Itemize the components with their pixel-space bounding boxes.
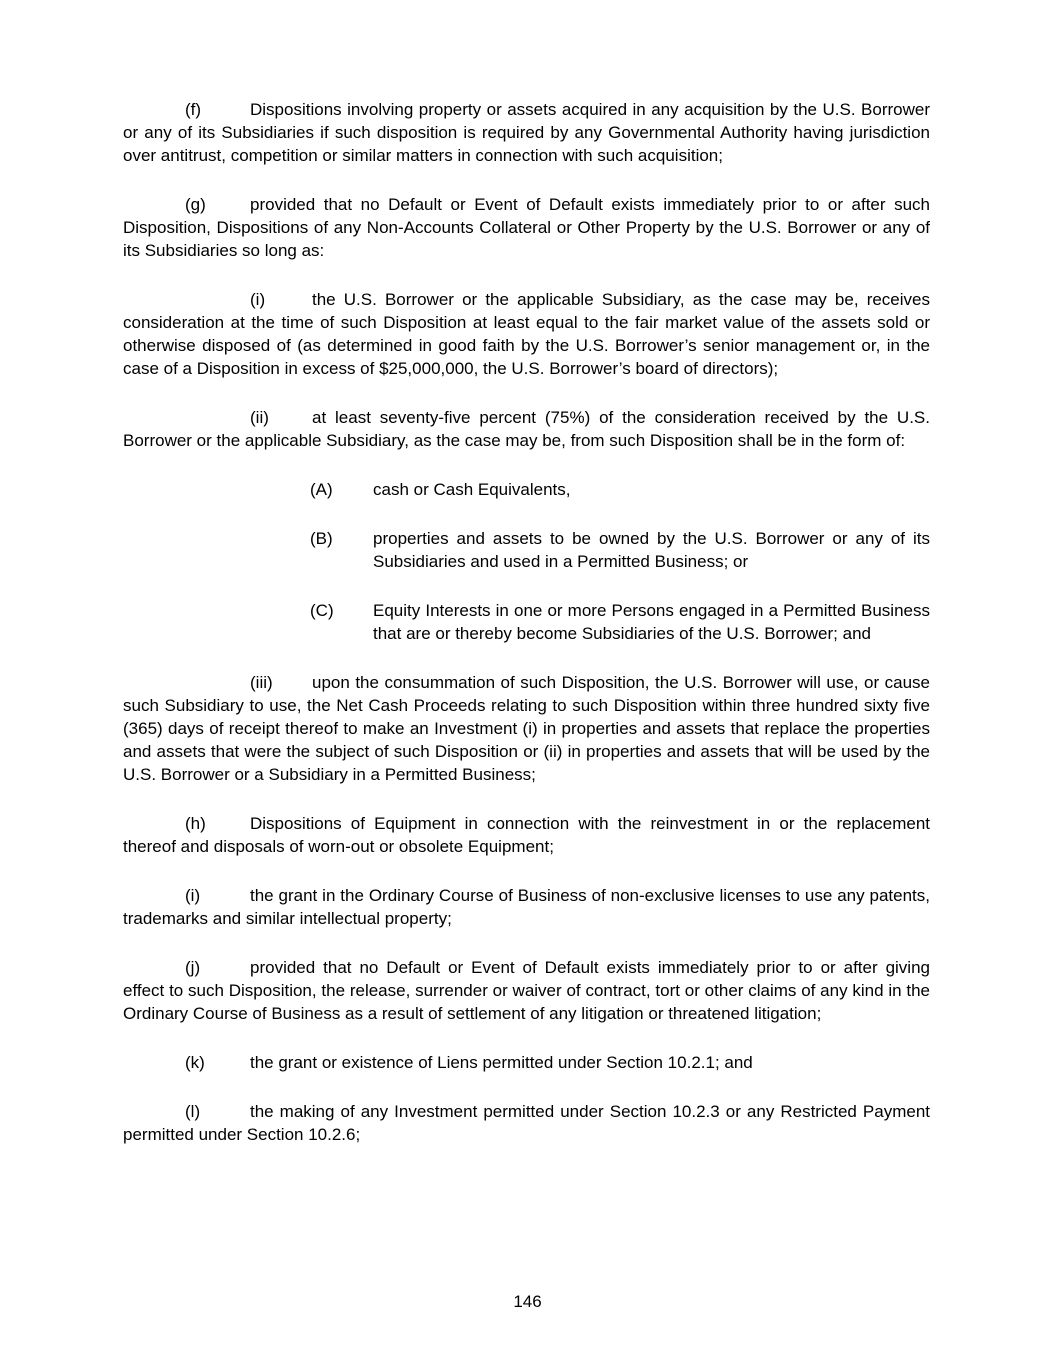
clause-i-label: (i)	[185, 886, 201, 905]
clause-g-ii-C	[310, 599, 930, 645]
clause-l	[123, 1100, 930, 1146]
clause-g-ii-A	[310, 478, 930, 501]
clause-g-ii	[123, 406, 930, 452]
clause-g-iii-label: (iii)	[250, 673, 273, 692]
clause-j-text: provided that no Default or Event of Default exists immediately prior to or after giving effect to such Disposition, the release, surrender or waiver of contract, tort or other claims of any kind in the Ordinary Course of Business as a result of settlement of any litigation or threatened litigation;	[123, 958, 930, 1023]
clause-i-text: the grant in the Ordinary Course of Business of non-exclusive licenses to use any patents, trademarks and similar intellectual property;	[123, 886, 930, 928]
clause-g-label: (g)	[185, 195, 206, 214]
clause-h-label: (h)	[185, 814, 206, 833]
clause-g-text: provided that no Default or Event of Default exists immediately prior to or after such Disposition, Dispositions of any Non-Accounts Collateral or Other Property by the U.S. Borrower or any of its Subsidiaries so long as:	[123, 195, 930, 260]
clause-g-ii-text: at least seventy-five percent (75%) of the consideration received by the U.S. Borrower or the applicable Subsidiary, as the case may be, from such Disposition shall be in the form of:	[123, 408, 930, 450]
clause-g-ii-B-label: (B)	[310, 529, 333, 548]
clause-h-text: Dispositions of Equipment in connection with the reinvestment in or the replacement thereof and disposals of worn-out or obsolete Equipment;	[123, 814, 930, 856]
clause-f-text: Dispositions involving property or assets acquired in any acquisition by the U.S. Borrower or any of its Subsidiaries if such disposition is required by any Governmental Authority having jurisdiction over antitrust, competition or similar matters in connection with such acquisition;	[123, 100, 930, 165]
clause-l-label: (l)	[185, 1102, 201, 1121]
clause-j	[123, 956, 930, 1025]
clause-j-label: (j)	[185, 958, 201, 977]
clause-f	[123, 98, 930, 167]
clause-g-ii-C-text: Equity Interests in one or more Persons engaged in a Permitted Business that are or thereby become Subsidiaries of the U.S. Borrower; and	[373, 601, 930, 643]
clause-g-iii	[123, 671, 930, 786]
clause-h	[123, 812, 930, 858]
page-number: 146	[513, 1292, 542, 1311]
clause-g-ii-C-label: (C)	[310, 601, 334, 620]
clause-g-ii-A-text: cash or Cash Equivalents,	[373, 480, 571, 499]
clause-g	[123, 193, 930, 262]
clause-g-iii-text: upon the consummation of such Disposition, the U.S. Borrower will use, or cause such Subsidiary to use, the Net Cash Proceeds relating to such Disposition within three hundred sixty five (365) days of receipt thereof to make an Investment (i) in properties and assets that replace the properties and assets that were the subject of such Disposition or (ii) in properties and assets that will be used by the U.S. Borrower or a Subsidiary in a Permitted Business;	[123, 673, 930, 784]
clause-g-i-label: (i)	[250, 290, 266, 309]
clause-k-text: the grant or existence of Liens permitted under Section 10.2.1; and	[250, 1053, 753, 1072]
clause-k-label: (k)	[185, 1053, 205, 1072]
clause-g-i	[123, 288, 930, 380]
clause-g-ii-B-text: properties and assets to be owned by the U.S. Borrower or any of its Subsidiaries and used in a Permitted Business; or	[373, 529, 930, 571]
clause-i	[123, 884, 930, 930]
clause-g-i-text: the U.S. Borrower or the applicable Subsidiary, as the case may be, receives consideration at the time of such Disposition at least equal to the fair market value of the assets sold or otherwise disposed of (as determined in good faith by the U.S. Borrower’s senior management or, in the case of a Disposition in excess of $25,000,000, the U.S. Borrower’s board of directors);	[123, 290, 930, 378]
clause-g-ii-label: (ii)	[250, 408, 269, 427]
clause-k	[123, 1051, 930, 1074]
clause-g-ii-A-label: (A)	[310, 480, 333, 499]
clause-l-text: the making of any Investment permitted under Section 10.2.3 or any Restricted Payment permitted under Section 10.2.6;	[123, 1102, 930, 1144]
clause-f-label: (f)	[185, 100, 202, 119]
clause-g-ii-B	[310, 527, 930, 573]
